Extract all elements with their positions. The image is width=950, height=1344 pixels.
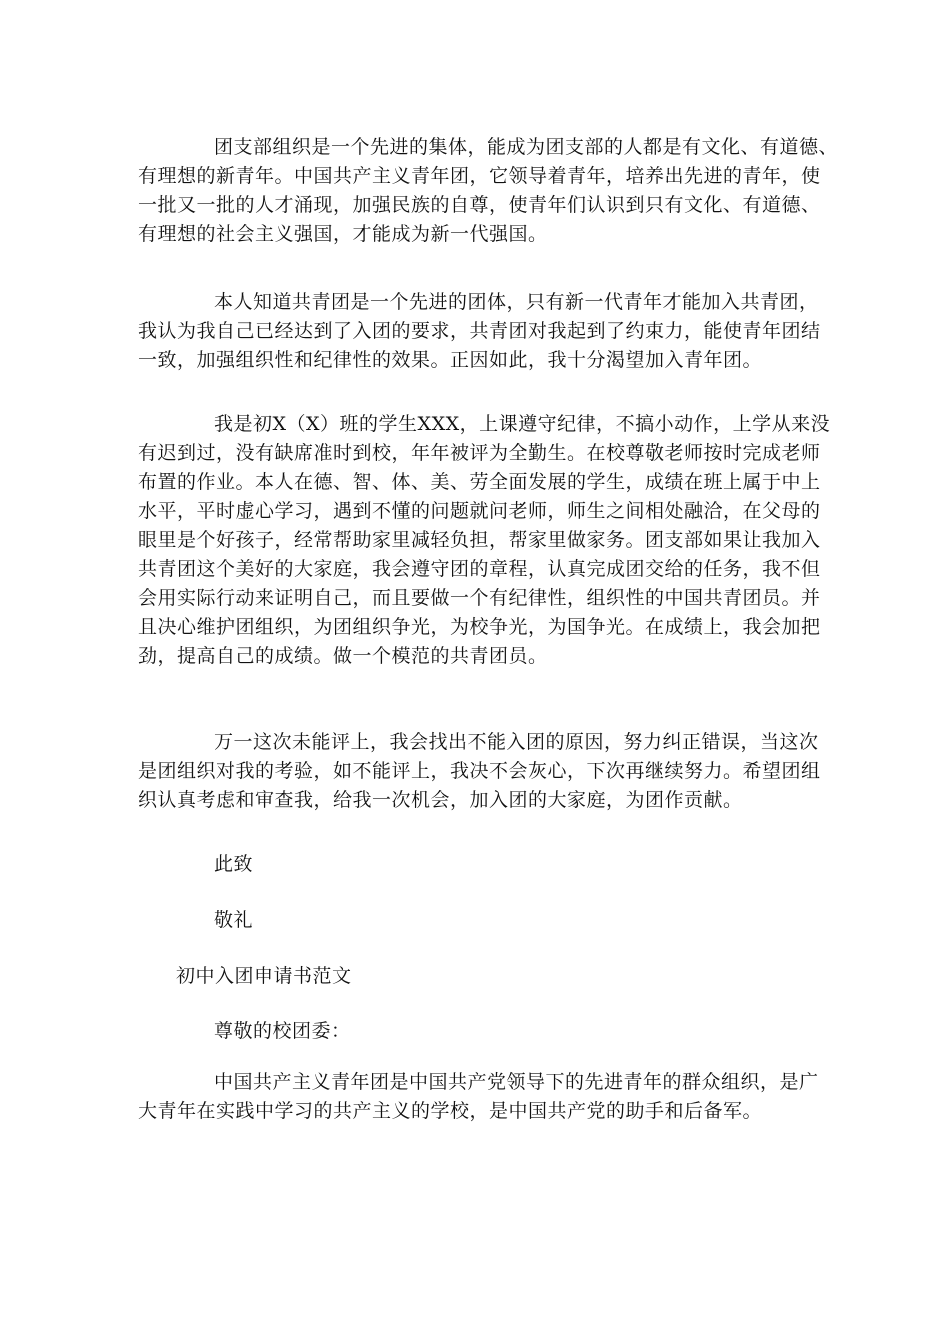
paragraph-line: 眼里是个好孩子，经常帮助家里减轻负担，帮家里做家务。团支部如果让我加入	[138, 529, 821, 551]
paragraph-line: 我认为我自己已经达到了入团的要求，共青团对我起到了约束力，能使青年团结	[138, 320, 821, 342]
section-title: 初中入团申请书范文	[176, 965, 352, 987]
paragraph-line: 织认真考虑和审查我，给我一次机会，加入团的大家庭，为团作贡献。	[138, 789, 743, 811]
closing-line-1: 此致	[214, 853, 254, 875]
paragraph-line: 会用实际行动来证明自己，而且要做一个有纪律性，组织性的中国共青团员。并	[138, 587, 821, 609]
closing-line-2: 敬礼	[214, 909, 254, 931]
paragraph-1	[138, 133, 839, 249]
paragraph-2	[138, 288, 822, 375]
paragraph-3	[138, 410, 831, 671]
paragraph-line: 有理想的社会主义强国，才能成为新一代强国。	[138, 223, 548, 245]
salutation: 尊敬的校团委：	[214, 1020, 351, 1042]
paragraph-line: 是团组织对我的考验，如不能评上，我决不会灰心，下次再继续努力。希望团组	[138, 760, 821, 782]
paragraph-line: 本人知道共青团是一个先进的团体，只有新一代青年才能加入共青团，	[214, 291, 819, 313]
final-paragraph	[138, 1068, 822, 1126]
paragraph-line: 一致，加强组织性和纪律性的效果。正因如此，我十分渴望加入青年团。	[138, 349, 763, 371]
paragraph-line: 一批又一批的人才涌现，加强民族的自尊，使青年们认识到只有文化、有道德、	[138, 194, 821, 216]
paragraph-line: 大青年在实践中学习的共产主义的学校，是中国共产党的助手和后备军。	[138, 1100, 763, 1122]
paragraph-line: 我是初X（X）班的学生XXX，上课遵守纪律，不搞小动作，上学从来没	[214, 413, 831, 435]
paragraph-line: 劲，提高自己的成绩。做一个模范的共青团员。	[138, 645, 548, 667]
paragraph-line: 中国共产主义青年团是中国共产党领导下的先进青年的群众组织，是广	[214, 1071, 819, 1093]
paragraph-line: 且决心维护团组织，为团组织争光，为校争光，为国争光。在成绩上，我会加把	[138, 616, 821, 638]
paragraph-4	[138, 728, 822, 815]
paragraph-line: 水平，平时虚心学习，遇到不懂的问题就问老师，师生之间相处融洽，在父母的	[138, 500, 821, 522]
paragraph-line: 有迟到过，没有缺席准时到校，年年被评为全勤生。在校尊敬老师按时完成老师	[138, 442, 821, 464]
paragraph-line: 共青团这个美好的大家庭，我会遵守团的章程，认真完成团交给的任务，我不但	[138, 558, 821, 580]
paragraph-line: 有理想的新青年。中国共产主义青年团，它领导着青年，培养出先进的青年，使	[138, 165, 821, 187]
paragraph-line: 布置的作业。本人在德、智、体、美、劳全面发展的学生，成绩在班上属于中上	[138, 471, 821, 493]
paragraph-line: 万一这次未能评上，我会找出不能入团的原因，努力纠正错误，当这次	[214, 731, 819, 753]
paragraph-line: 团支部组织是一个先进的集体，能成为团支部的人都是有文化、有道德、	[214, 136, 839, 158]
